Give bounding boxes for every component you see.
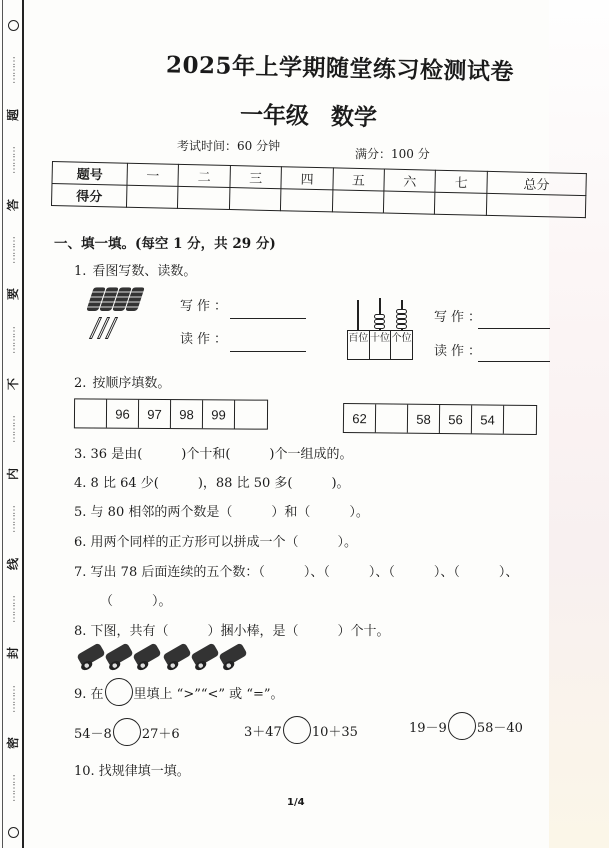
question-8: 8. 下图，共有（ ）捆小棒，是（ ）个十。 xyxy=(74,624,390,639)
stick-bundle-icon xyxy=(104,642,134,667)
comparison-2: 3＋47 10＋35 xyxy=(244,716,358,744)
write-label-b: 写作： xyxy=(434,310,486,325)
place-label-ones: 个位 xyxy=(391,333,412,344)
example-circle-icon xyxy=(105,678,133,706)
score-cell[interactable] xyxy=(332,190,384,213)
comparison-3: 19－9 58－40 xyxy=(409,712,523,740)
write-answer-blank-a[interactable] xyxy=(230,318,306,319)
subject-label: 数学 xyxy=(330,104,378,132)
question-4: 4. 8 比 64 少( )，88 比 50 多( )。 xyxy=(74,476,350,491)
binding-char: 内 xyxy=(5,467,20,480)
column-header: 五 xyxy=(333,168,385,191)
score-cell[interactable] xyxy=(281,189,333,212)
column-header: 一 xyxy=(127,163,179,186)
sequence-cell: 96 xyxy=(107,400,139,428)
score-cell[interactable] xyxy=(383,191,435,214)
place-label-hundreds: 百位 xyxy=(348,331,370,359)
binding-char: 题 xyxy=(5,108,20,121)
write-label-a: 写作： xyxy=(180,299,232,314)
exam-title: 2025年上学期随堂练习检测试卷 xyxy=(165,51,515,86)
write-answer-blank-b[interactable] xyxy=(478,328,550,329)
sequence-cell: 98 xyxy=(171,400,203,428)
exam-time: 考试时间：60 分钟 xyxy=(177,139,281,153)
comparison-answer-circle[interactable] xyxy=(448,712,476,740)
binding-char: 密 xyxy=(5,736,20,750)
score-cell[interactable] xyxy=(435,192,487,215)
number-sequence-1 xyxy=(74,398,268,429)
stick-bundle-icon xyxy=(132,642,162,667)
sequence-cell: 62 xyxy=(344,404,376,432)
comparison-answer-circle[interactable] xyxy=(283,716,311,744)
read-label-a: 读作： xyxy=(180,332,232,347)
stick-bundle-icon xyxy=(218,642,248,667)
sequence-cell: 99 xyxy=(203,400,235,428)
column-header-total: 总分 xyxy=(487,171,587,195)
question-10: 10. 找规律填一填。 xyxy=(74,764,190,779)
binding-char: 封 xyxy=(5,647,20,660)
question-7-line-2: （ ）。 xyxy=(100,594,172,609)
binding-text: ⋯⋯⋯ 题 ⋯⋯⋯ 答 ⋯⋯⋯ 要 ⋯⋯⋯ 不 ⋯⋯⋯ 内 ⋯⋯⋯ 线 ⋯⋯⋯ 封 ⋯⋯⋯ 密 ⋯⋯⋯ xyxy=(5,0,21,848)
abacus-bead xyxy=(374,324,385,329)
stick-bundle-icon xyxy=(76,642,106,667)
binding-border-left xyxy=(2,0,3,848)
binding-border-right xyxy=(22,0,24,848)
abacus-bead xyxy=(396,324,407,329)
binding-char: 要 xyxy=(5,288,20,301)
score-table xyxy=(51,161,587,218)
row-header-question-no: 题号 xyxy=(52,162,127,186)
question-3: 3. 36 是由( )个十和( )个一组成的。 xyxy=(74,447,353,462)
abacus-rod-hundreds xyxy=(357,300,359,330)
stick-bundle-icon xyxy=(162,642,192,667)
sequence-cell: 56 xyxy=(440,405,472,433)
grade-label: 一年级 xyxy=(239,102,310,130)
question-5: 5. 与 80 相邻的两个数是（ ）和（ ）。 xyxy=(74,505,369,520)
question-1: 1. 看图写数、读数。 xyxy=(74,264,197,279)
place-label-tens: 十位 xyxy=(370,331,392,359)
binding-circle-bottom xyxy=(8,827,19,838)
column-header: 二 xyxy=(178,164,230,187)
question-7-line-1: 7. 写出 78 后面连续的五个数：（ ）、（ ）、（ ）、（ ）、 xyxy=(74,565,519,580)
binding-char: 线 xyxy=(5,557,20,570)
binding-margin xyxy=(0,0,26,848)
score-cell[interactable] xyxy=(126,185,178,208)
binding-circle-top xyxy=(8,20,19,31)
read-answer-blank-a[interactable] xyxy=(230,351,306,352)
exam-page xyxy=(50,0,590,848)
read-answer-blank-b[interactable] xyxy=(478,361,550,362)
comparison-answer-circle[interactable] xyxy=(113,718,141,746)
sequence-cell[interactable] xyxy=(376,404,408,432)
section-1-title: 一、填一填。(每空 1 分，共 29 分) xyxy=(54,236,276,252)
exam-subtitle xyxy=(240,96,400,132)
sequence-cell: 97 xyxy=(139,400,171,428)
question-6: 6. 用两个同样的正方形可以拼成一个（ ）。 xyxy=(74,535,358,550)
sequence-cell: 54 xyxy=(472,405,504,433)
question-2: 2. 按顺序填数。 xyxy=(74,376,171,391)
sequence-cell[interactable] xyxy=(504,406,536,434)
abacus-place-labels xyxy=(347,330,413,360)
column-header: 三 xyxy=(230,166,282,189)
score-cell[interactable] xyxy=(229,188,281,211)
comparison-1: 54－8 27＋6 xyxy=(74,718,180,746)
column-header: 四 xyxy=(281,167,333,190)
binding-char: 答 xyxy=(5,198,20,211)
full-score: 满分：100 分 xyxy=(355,147,430,161)
page-number: 1/4 xyxy=(287,797,305,808)
sequence-cell: 58 xyxy=(408,405,440,433)
row-header-score: 得分 xyxy=(51,184,126,208)
score-cell[interactable] xyxy=(178,186,230,209)
stick-bundles-figure xyxy=(86,287,142,337)
q8-bundles-figure xyxy=(60,648,240,670)
column-header: 六 xyxy=(384,169,436,192)
stick-bundle-icon xyxy=(190,642,220,667)
question-9: 9. 在 里填上 “>”“<” 或 “=”。 xyxy=(74,678,284,706)
sequence-cell[interactable] xyxy=(235,400,267,428)
read-label-b: 读作： xyxy=(434,344,486,359)
number-sequence-2 xyxy=(343,403,537,435)
score-cell-total[interactable] xyxy=(486,193,586,217)
column-header: 七 xyxy=(435,170,487,193)
abacus-figure xyxy=(347,296,413,360)
binding-char: 不 xyxy=(5,377,20,391)
sequence-cell[interactable] xyxy=(75,399,107,427)
